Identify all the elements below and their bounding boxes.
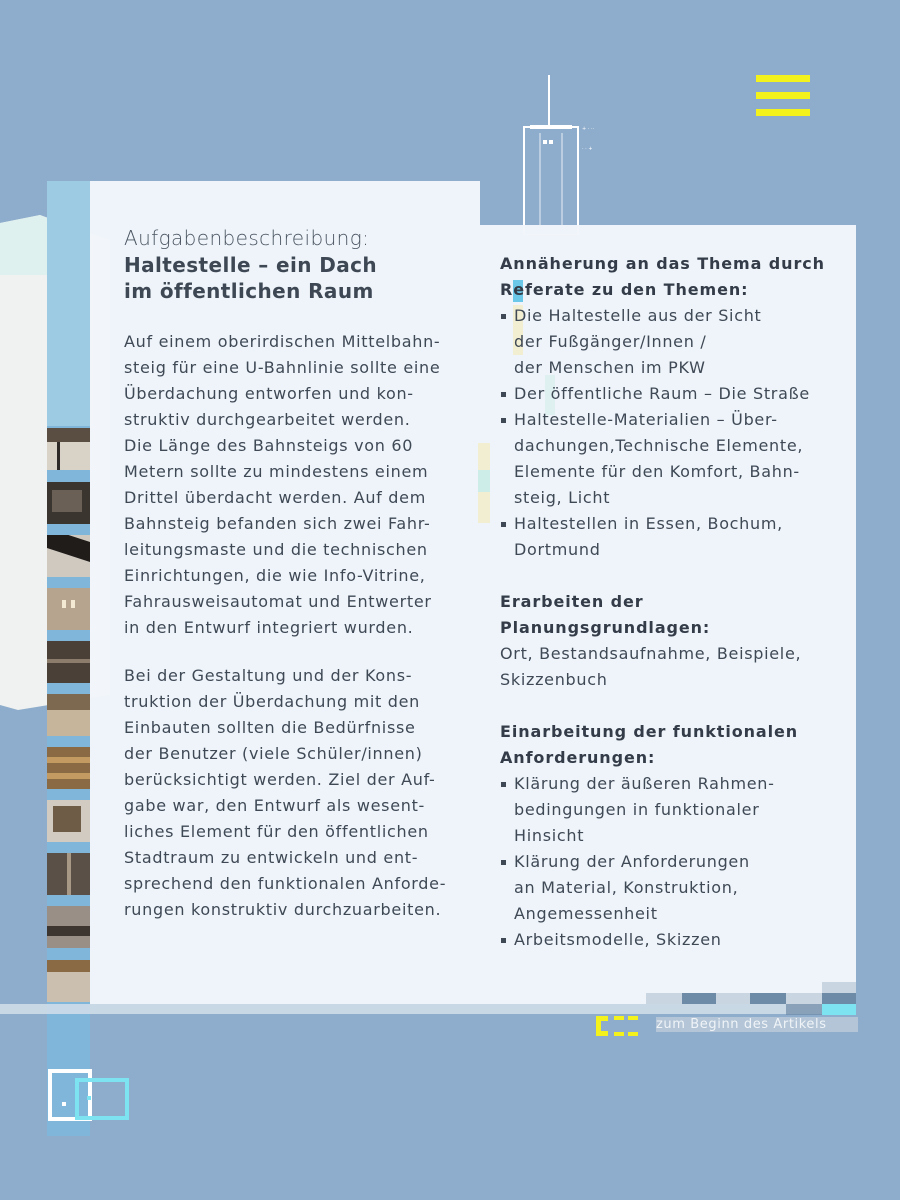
page-title: Haltestelle – ein Dach [124, 253, 378, 277]
page-heading-label: Aufgabenbeschreibung: [124, 226, 370, 250]
svg-text:· · +: · · + [582, 146, 593, 152]
decor-dash [478, 470, 490, 492]
decor-bar [0, 1004, 856, 1014]
section-title-requirements: Einarbeitung der funktionalen Anforderungen: [500, 722, 799, 767]
svg-text:+ · ··: + · ·· [582, 126, 595, 132]
menu-bar [756, 75, 810, 82]
decor-block [682, 993, 716, 1004]
page-title-line-2: im öffentlichen Raum [124, 279, 374, 303]
thumbnail-photo [47, 960, 90, 1002]
menu-bar [756, 109, 810, 116]
photo-strip-top [47, 181, 90, 426]
thumbnail-photo [47, 428, 90, 470]
menu-bar [756, 92, 810, 99]
list-item: Der öffentliche Raum – Die Straße [500, 381, 845, 407]
hamburger-menu-icon[interactable] [756, 75, 810, 117]
list-item: Arbeitsmodelle, Skizzen [500, 927, 845, 953]
decor-block [786, 993, 822, 1004]
list-item: Klärung der äußeren Rahmen- bedingungen in funktionaler Hinsicht [500, 771, 845, 849]
decor-block [750, 993, 786, 1004]
thumbnail-photo [47, 535, 90, 577]
description-paragraph-2: Bei der Gestaltung und der Kons- truktion der Überdachung mit den Einbauten sollten die Bedürfnisse der Benutzer (viele Schüler/innen) berücksichtigt werden. Ziel der Auf- gabe war, den Entwurf als wesent- liches Element für den öffentlichen Stadtraum zu entwickeln und ent- sprechend den funktionalen Anforde- rungen konstruktiv durchzuarbeiten. [124, 666, 447, 919]
return-bracket-icon [594, 1013, 654, 1039]
list-item: Haltestelle-Materialien – Über- dachungen,Technische Elemente, Elemente für den Komfort, Bahn- steig, Licht [500, 407, 845, 511]
description-paragraph-1: Auf einem oberirdischen Mittelbahn- steig für eine U-Bahnlinie sollte eine Überdachung entworfen und kon- struktiv durchgearbeitet werden. Die Länge des Bahnsteigs von 60 Metern sollte zu mindestens einem Drittel überdacht werden. Auf dem Bahnsteig befanden sich zwei Fahr- leitungsmaste und die technischen Einrichtungen, die wie Info-Vitrine, Fahrausweisautomat und Entwerter in den Entwurf integriert wurden. [124, 332, 441, 637]
list-item: Klärung der Anforderungen an Material, Konstruktion, Angemessenheit [500, 849, 845, 927]
list-item: Haltestellen in Essen, Bochum, Dortmund [500, 511, 845, 563]
thumbnail-photo [47, 747, 90, 789]
decor-block [786, 1004, 822, 1015]
back-link-label: zum Beginn des Artikels [656, 1017, 858, 1032]
thumbnail-photo [47, 588, 90, 630]
thumbnail-photo [47, 482, 90, 524]
thumbnail-photo [47, 906, 90, 948]
decor-block [646, 993, 682, 1004]
thumbnail-photo [47, 853, 90, 895]
decor-block [822, 993, 856, 1004]
thumbnail-photo [47, 800, 90, 842]
tower-sketch-graphic [500, 75, 610, 235]
decor-block [716, 993, 750, 1004]
thumbnail-photo [47, 641, 90, 683]
section-title-planning: Erarbeiten der Planungsgrundlagen: [500, 592, 711, 637]
home-frame-icon[interactable] [47, 1068, 132, 1124]
requirements-list [500, 771, 845, 953]
list-item: Die Haltestelle aus der Sicht der Fußgänger/Innen / der Menschen im PKW [500, 303, 845, 381]
topics-list [500, 303, 845, 563]
section-text-planning: Ort, Bestandsaufnahme, Beispiele, Skizzenbuch [500, 644, 802, 689]
decor-block [822, 982, 856, 993]
decor-block [822, 1004, 856, 1015]
section-title-approach: Annäherung an das Thema durch Referate zu den Themen: [500, 254, 825, 299]
thumbnail-photo [47, 694, 90, 736]
